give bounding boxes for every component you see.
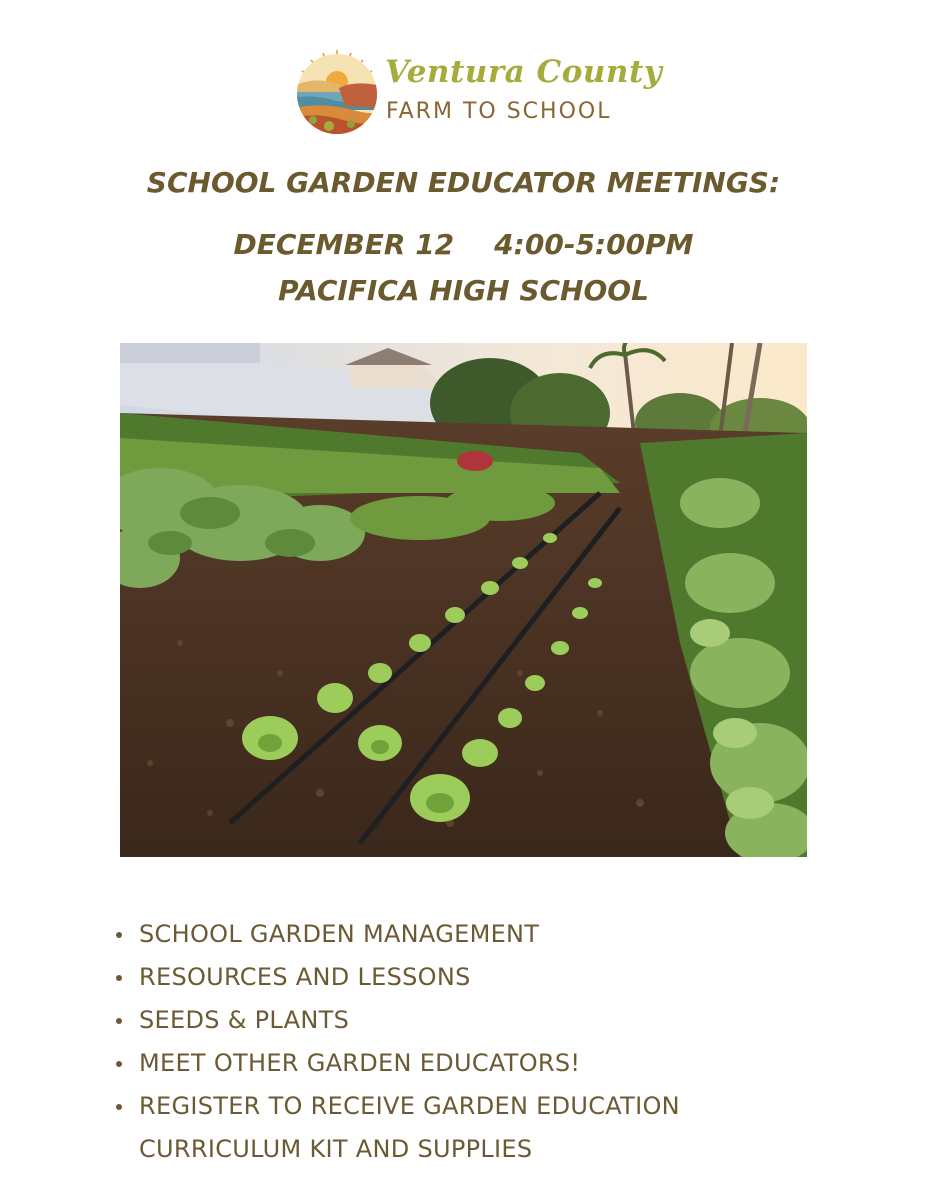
sunrise-landscape-icon [293, 48, 381, 136]
page-title: SCHOOL GARDEN EDUCATOR MEETINGS: [146, 166, 781, 199]
date-time-line [0, 228, 927, 261]
list-item-label: SEEDS & PLANTS [139, 1006, 350, 1034]
list-item [113, 956, 893, 999]
logo-script-text: Ventura County [385, 54, 663, 90]
logo [293, 48, 663, 140]
list-item-label: RESOURCES AND LESSONS [139, 963, 471, 991]
bullet-dot-icon [116, 1061, 122, 1067]
list-item [113, 999, 893, 1042]
topics-list [113, 913, 893, 1171]
bullet-dot-icon [116, 1018, 122, 1024]
meeting-time: 4:00-5:00PM [494, 228, 694, 261]
list-item-continuation [113, 1128, 893, 1171]
list-item-label: CURRICULUM KIT AND SUPPLIES [139, 1135, 533, 1163]
list-item [113, 1085, 893, 1128]
meeting-date: DECEMBER 12 [233, 228, 455, 261]
list-item-label: REGISTER TO RECEIVE GARDEN EDUCATION [139, 1092, 680, 1120]
list-item [113, 1042, 893, 1085]
garden-photo [120, 343, 807, 857]
bullet-dot-icon [116, 1104, 122, 1110]
list-item-label: SCHOOL GARDEN MANAGEMENT [139, 920, 540, 948]
list-item-label: MEET OTHER GARDEN EDUCATORS! [139, 1049, 581, 1077]
logo-subtitle: FARM TO SCHOOL [386, 99, 612, 124]
bullet-dot-icon [116, 975, 122, 981]
meeting-location: PACIFICA HIGH SCHOOL [278, 274, 649, 307]
bullet-dot-icon [116, 932, 122, 938]
list-item [113, 913, 893, 956]
